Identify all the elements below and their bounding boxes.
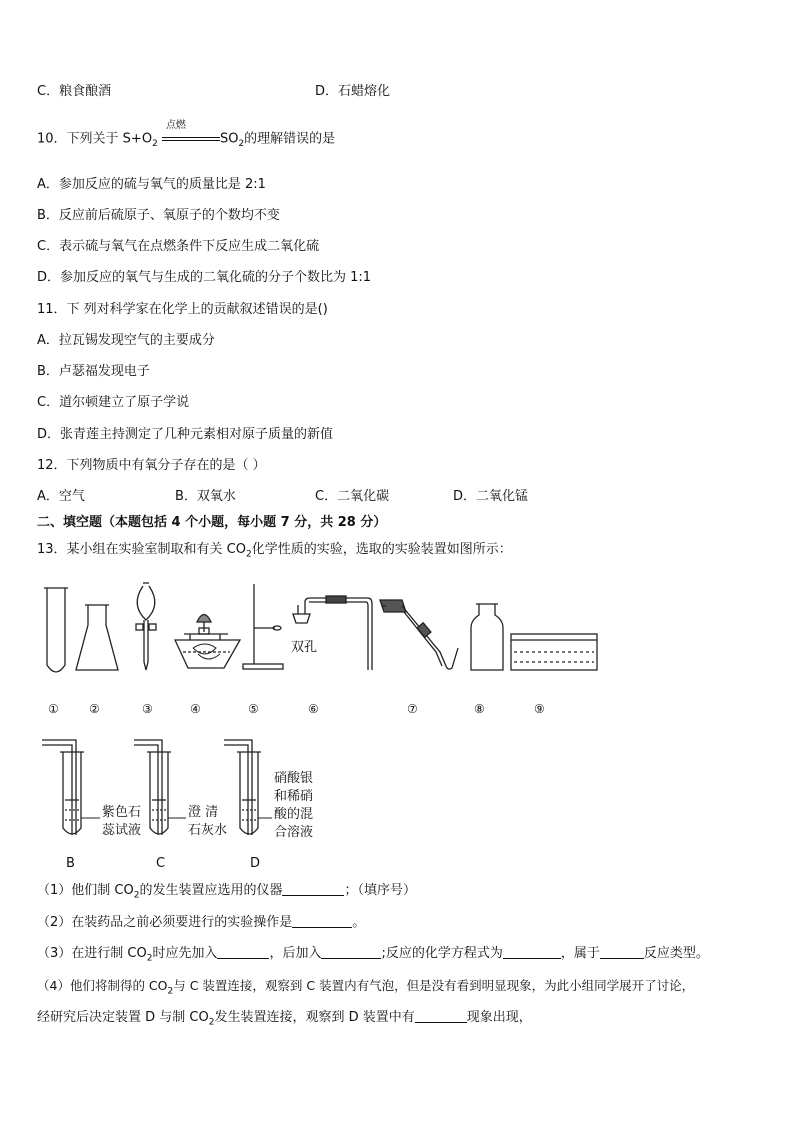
apparatus-number-9: ⑨: [534, 702, 545, 716]
q13-part4-co2-subscript: 2: [167, 986, 174, 997]
q13-part3-f: 反应类型。: [643, 946, 709, 961]
q13-part3-a: （3）在进行制 CO: [37, 946, 147, 961]
q13-part4-b: 与 C 装置连接，观察到 C 装置内有气泡，但是没有看到明显现象，为此小组同学展开了讨论，: [173, 978, 695, 993]
q13-part4-cont-c: 现象出现，: [466, 1010, 532, 1025]
q11-option-c: C．道尔顿建立了原子学说: [37, 395, 190, 410]
q13-part4-cont-b: 发生装置连接，观察到 D 装置中有: [214, 1010, 415, 1025]
apparatus-number-3: ③: [142, 702, 153, 716]
q13-part1-b: 的发生装置应选用的仪器: [139, 883, 283, 898]
separatory-funnel-illustration: [136, 583, 156, 670]
q13-part2-a: （2）在装药品之前必须要进行的实验操作是: [37, 915, 293, 930]
apparatus-number-1: ①: [48, 702, 59, 716]
q10-option-b: B．反应前后硫原子、氧原子的个数均不变: [37, 208, 280, 223]
q13-part3: [37, 946, 709, 967]
answer-blank[interactable]: [415, 1010, 467, 1023]
tube-c-label-line1: 澄 清: [188, 805, 219, 820]
apparatus-number-6: ⑥: [308, 702, 319, 716]
q13-co2-subscript: 2: [245, 549, 252, 560]
apparatus-number-7: ⑦: [407, 702, 418, 716]
q13-stem-b: 化学性质的实验，选取的实验装置如图所示：: [251, 542, 512, 557]
q12-option-c: C．二氧化碳: [315, 489, 390, 504]
double-hole-label: 双孔: [291, 640, 318, 655]
q13-part3-c: ，后加入: [269, 946, 322, 961]
answer-blank[interactable]: [503, 946, 561, 959]
q10-so2-subscript: 2: [238, 139, 245, 150]
q13-part3-co2-subscript: 2: [146, 953, 153, 964]
q9-option-d: D．石蜡熔化: [315, 84, 391, 99]
tube-c-label-line2: 石灰水: [188, 823, 228, 838]
tube-d-label-line2: 和稀硝: [274, 789, 314, 804]
tube-d-label-line1: 硝酸银: [274, 771, 314, 786]
conical-flask-illustration: [76, 605, 118, 670]
q11-option-d: D．张青莲主持测定了几种元素相对原子质量的新值: [37, 427, 334, 442]
iron-stand-illustration: [243, 584, 283, 669]
tube-c-letter: C: [156, 856, 166, 871]
q13-part4-a: （4）他们将制得的 CO: [37, 978, 168, 993]
q13-part4-cont-a: 经研究后决定装置 D 与制 CO: [37, 1010, 209, 1025]
apparatus-number-5: ⑤: [248, 702, 259, 716]
q12-stem: 12．下列物质中有氧分子存在的是（ ）: [37, 458, 266, 473]
q10-option-d: D．参加反应的氧气与生成的二氧化硫的分子个数比为 1:1: [37, 270, 372, 285]
water-trough-illustration: [511, 634, 597, 670]
q13-part1-c: ；（填序号）: [344, 883, 416, 898]
q13-part2: [37, 915, 365, 931]
tube-b-label: [102, 804, 141, 840]
tube-c-label: [188, 804, 227, 840]
tube-d-label-line3: 酸的混: [274, 807, 314, 822]
tube-d-illustration: [224, 740, 272, 835]
tube-b-letter: B: [66, 856, 75, 871]
reaction-condition: 点燃: [165, 120, 186, 131]
q13-part3-d: ;反应的化学方程式为: [381, 946, 503, 961]
answer-blank[interactable]: [292, 915, 352, 928]
q13-part1: [37, 883, 416, 904]
q13-part4: [37, 978, 694, 1000]
answer-blank[interactable]: [217, 946, 269, 959]
q11-option-b: B．卢瑟福发现电子: [37, 364, 150, 379]
test-tube-illustration: [44, 588, 68, 672]
q9-option-c: C．粮食酿酒: [37, 84, 112, 99]
q13-stem: [37, 542, 512, 563]
gas-bottle-illustration: [471, 604, 503, 670]
apparatus-number-8: ⑧: [474, 702, 485, 716]
q10-suffix: 的理解错误的是: [244, 131, 336, 147]
tube-d-letter: D: [250, 856, 261, 871]
q11-option-a: A．拉瓦锡发现空气的主要成分: [37, 333, 215, 348]
q10-product: SO: [219, 131, 239, 147]
answer-blank[interactable]: [321, 946, 381, 959]
apparatus-number-4: ④: [190, 702, 201, 716]
tube-d-label: [274, 770, 313, 842]
alcohol-lamp-illustration: [175, 615, 240, 669]
tube-c-illustration: [134, 740, 186, 835]
apparatus-number-2: ②: [89, 702, 100, 716]
q13-part3-b: 时应先加入: [152, 946, 218, 961]
q13-part4-cont: [37, 1010, 532, 1031]
q10-prefix: 10．下列关于 S+O: [37, 131, 153, 147]
tube-b-illustration: [42, 740, 100, 835]
answer-blank[interactable]: [600, 946, 644, 959]
q13-stem-a: 13．某小组在实验室制取和有关 CO: [37, 542, 246, 557]
q13-part2-b: 。: [352, 915, 366, 930]
q13-part4-cont-co2-subscript: 2: [208, 1017, 215, 1028]
answer-blank[interactable]: [282, 883, 344, 896]
q13-part1-co2-subscript: 2: [133, 890, 140, 901]
q10-o2-subscript: 2: [152, 139, 158, 150]
q10-option-c: C．表示硫与氧气在点燃条件下反应生成二氧化硫: [37, 239, 320, 254]
q10-stem: [37, 120, 336, 152]
q12-option-a: A．空气: [37, 489, 85, 504]
section-heading: 二、填空题（本题包括 4 个小题，每小题 7 分，共 28 分）: [37, 515, 387, 530]
stopper-bent-tube-illustration: [380, 600, 458, 669]
q13-part3-e: ，属于: [560, 946, 600, 961]
reaction-arrow: [162, 120, 220, 147]
stopper-tubes-illustration: [293, 596, 372, 670]
q12-option-d: D．二氧化锰: [453, 489, 529, 504]
tube-d-label-line4: 合溶液: [274, 825, 314, 840]
tube-b-label-line2: 蕊试液: [102, 823, 142, 838]
q11-stem: 11．下 列对科学家在化学上的贡献叙述错误的是(): [37, 302, 328, 317]
q10-option-a: A．参加反应的硫与氧气的质量比是 2:1: [37, 177, 266, 192]
tube-b-label-line1: 紫色石: [102, 805, 142, 820]
q13-part1-a: （1）他们制 CO: [37, 883, 134, 898]
q12-option-b: B．双氧水: [175, 489, 236, 504]
